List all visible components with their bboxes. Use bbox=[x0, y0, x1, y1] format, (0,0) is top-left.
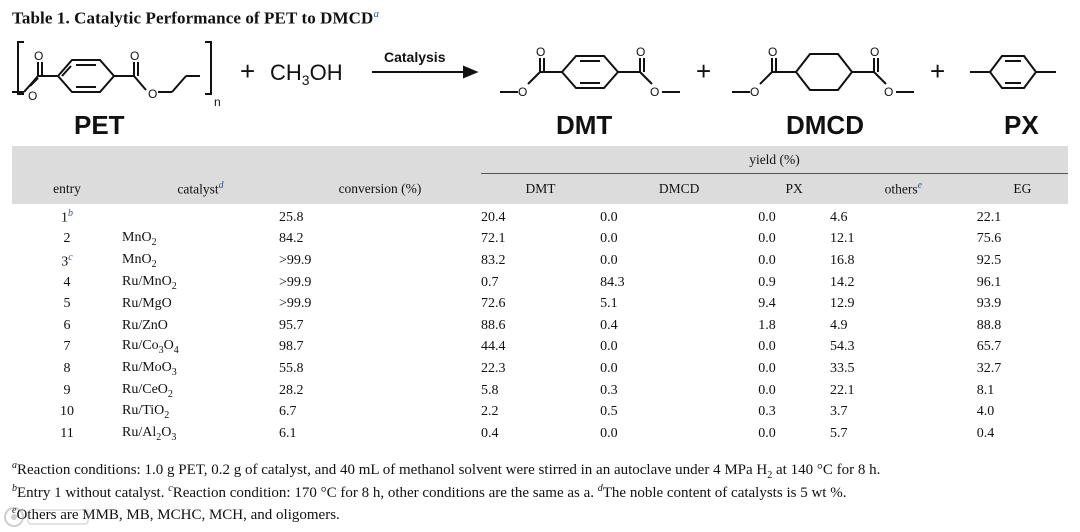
footnote-a: $^a$Reaction conditions: 1.0 g PET, 0.2 g of catalyst, and 40 mL of methanol solvent were stirred in an autoclave under 4 MPa $H_2$ at 140 °C for 8 h. bbox=[12, 460, 881, 481]
cell-conversion: 25.8 bbox=[279, 209, 304, 225]
reaction-arrow bbox=[372, 67, 476, 77]
cell-dmcd: 0.0 bbox=[600, 339, 618, 355]
header-dmt: DMT bbox=[481, 174, 600, 205]
cell-px: 0.0 bbox=[758, 209, 776, 225]
reaction-scheme bbox=[0, 32, 1080, 144]
cell-dmt: 20.4 bbox=[481, 209, 506, 225]
cell-others: 12.9 bbox=[829, 296, 855, 312]
pet-o1-label: O bbox=[34, 49, 44, 63]
cell-dmcd: 0.5 bbox=[600, 404, 618, 420]
pet-left-bracket bbox=[18, 42, 24, 94]
table-body bbox=[12, 204, 1068, 445]
cell-eg: 93.9 bbox=[976, 296, 1002, 312]
entry-footnote-mark[interactable]: b bbox=[68, 208, 73, 220]
table-title-footnote-mark: a bbox=[373, 8, 380, 20]
table-row bbox=[12, 358, 1068, 380]
cell-catalyst: Ru/ZnO bbox=[122, 317, 168, 333]
cell-conversion: 28.2 bbox=[279, 382, 304, 398]
cell-dmcd: 0.0 bbox=[600, 252, 618, 268]
cell-conversion: >99.9 bbox=[279, 296, 312, 312]
pet-right-bracket bbox=[205, 42, 211, 94]
table-row bbox=[12, 315, 1068, 337]
cell-others: 5.7 bbox=[829, 425, 848, 441]
cell-others: 54.3 bbox=[829, 339, 855, 355]
cell-dmt: 72.1 bbox=[481, 231, 506, 247]
cell-px: 0.0 bbox=[758, 339, 776, 355]
cell-entry: 8 bbox=[63, 360, 71, 376]
cell-catalyst: Ru/TiO$_2$ bbox=[122, 403, 170, 422]
cell-catalyst: Ru/MgO bbox=[122, 296, 172, 312]
table-row bbox=[12, 380, 1068, 402]
cell-eg: 92.5 bbox=[976, 252, 1002, 268]
header-entry: entry bbox=[12, 174, 122, 205]
footnote-d-mark: d bbox=[597, 483, 603, 494]
header-px: PX bbox=[758, 174, 830, 205]
cell-dmcd: 0.0 bbox=[600, 231, 618, 247]
cell-dmt: 44.4 bbox=[481, 339, 506, 355]
plus-sign-2: + bbox=[696, 56, 712, 86]
table-row bbox=[12, 229, 1068, 251]
cell-px: 0.0 bbox=[758, 382, 776, 398]
plus-sign-1: + bbox=[240, 56, 256, 86]
px-structure bbox=[970, 56, 1056, 88]
cell-dmcd: 5.1 bbox=[600, 296, 618, 312]
cell-catalyst: MnO$_2$ bbox=[122, 230, 157, 249]
header-dmcd: DMCD bbox=[600, 174, 758, 205]
cell-eg: 32.7 bbox=[976, 360, 1002, 376]
pet-label: PET bbox=[74, 110, 125, 140]
footnote-d-text: The noble content of catalysts is 5 wt %. bbox=[602, 485, 847, 501]
cell-others: 14.2 bbox=[829, 274, 855, 290]
cell-others: 12.1 bbox=[829, 231, 855, 247]
entry-footnote-mark[interactable]: c bbox=[68, 251, 73, 263]
cell-others: 22.1 bbox=[829, 382, 855, 398]
cell-conversion: >99.9 bbox=[279, 274, 312, 290]
cell-conversion: 55.8 bbox=[279, 360, 304, 376]
header-catalyst: catalyst$^d$ bbox=[122, 174, 279, 205]
footnote-c-mark: c bbox=[168, 483, 173, 494]
cell-dmt: 0.4 bbox=[481, 425, 499, 441]
cell-dmcd: 0.4 bbox=[600, 317, 618, 333]
watermark-logo bbox=[2, 504, 94, 530]
cell-entry: 7 bbox=[63, 339, 71, 355]
header-conversion: conversion (%) bbox=[279, 174, 481, 205]
cell-eg: 65.7 bbox=[976, 339, 1002, 355]
cell-others: 33.5 bbox=[829, 360, 855, 376]
table-row bbox=[12, 401, 1068, 423]
dmt-o3-label: O bbox=[636, 45, 646, 59]
cell-px: 0.3 bbox=[758, 404, 776, 420]
cell-conversion: 84.2 bbox=[279, 231, 304, 247]
cell-entry: 6 bbox=[63, 317, 71, 333]
header-catalyst-footnote-mark[interactable]: d bbox=[218, 180, 224, 191]
cell-eg: 75.6 bbox=[976, 231, 1002, 247]
arrow-label: Catalysis bbox=[384, 49, 446, 65]
plus-sign-3: + bbox=[930, 56, 946, 86]
px-label: PX bbox=[1004, 110, 1039, 140]
pet-o4-label: O bbox=[148, 87, 158, 101]
footnote-b-mark: b bbox=[12, 483, 17, 494]
table-row bbox=[12, 204, 1068, 229]
cell-others: 16.8 bbox=[829, 252, 855, 268]
cell-px: 1.8 bbox=[758, 317, 776, 333]
performance-table bbox=[12, 146, 1068, 445]
cell-eg: 4.0 bbox=[976, 404, 995, 420]
cell-catalyst: $Ru/Al_2O_3$ bbox=[122, 424, 177, 443]
cell-conversion: 6.1 bbox=[279, 425, 297, 441]
cell-eg: 22.1 bbox=[976, 209, 1002, 225]
cell-others: 4.9 bbox=[829, 317, 848, 333]
cell-eg: 8.1 bbox=[976, 382, 995, 398]
dmcd-o2-label: O bbox=[750, 85, 760, 99]
cell-dmt: 22.3 bbox=[481, 360, 506, 376]
cell-eg: 88.8 bbox=[976, 317, 1002, 333]
footnote-e-text: Others are MMB, MB, MCHC, MCH, and oligomers. bbox=[16, 507, 340, 523]
footnote-e-mark: e bbox=[12, 505, 17, 516]
cell-conversion: >99.9 bbox=[279, 252, 312, 268]
cell-px: 9.4 bbox=[758, 296, 776, 312]
cell-entry: 5 bbox=[63, 296, 71, 312]
cell-entry: 3$^c$ bbox=[61, 251, 73, 270]
pet-n-label: n bbox=[214, 95, 221, 109]
cell-entry: 4 bbox=[63, 274, 71, 290]
yield-group-header: yield (%) bbox=[481, 146, 1068, 174]
cell-catalyst: Ru/CeO$_2$ bbox=[122, 381, 173, 400]
cell-entry: 11 bbox=[60, 425, 74, 441]
header-others-footnote-mark[interactable]: e bbox=[917, 180, 923, 192]
cell-others: 3.7 bbox=[829, 404, 848, 420]
table-row bbox=[12, 272, 1068, 294]
table-row bbox=[12, 337, 1068, 359]
cell-dmcd: 0.0 bbox=[600, 209, 618, 225]
cell-entry: 2 bbox=[63, 231, 71, 247]
cell-dmcd: 0.0 bbox=[600, 425, 618, 441]
table-row bbox=[12, 423, 1068, 445]
cell-eg: 0.4 bbox=[976, 425, 995, 441]
cell-dmt: 88.6 bbox=[481, 317, 506, 333]
cell-conversion: 95.7 bbox=[279, 317, 304, 333]
dmcd-o3-label: O bbox=[870, 45, 880, 59]
table-title bbox=[12, 8, 379, 29]
cell-dmt: 83.2 bbox=[481, 252, 506, 268]
methanol-label: $CH_3OH$ bbox=[270, 60, 343, 88]
footnote-a-mark: a bbox=[12, 460, 17, 471]
cell-dmt: 0.7 bbox=[481, 274, 499, 290]
header-eg: EG bbox=[977, 174, 1068, 205]
cell-catalyst: Ru/MoO$_3$ bbox=[122, 360, 177, 378]
cell-conversion: 6.7 bbox=[279, 404, 297, 420]
cell-dmcd: 84.3 bbox=[600, 274, 625, 290]
cell-px: 0.0 bbox=[758, 252, 776, 268]
cell-px: 0.0 bbox=[758, 231, 776, 247]
cell-dmt: 5.8 bbox=[481, 382, 499, 398]
cell-px: 0.9 bbox=[758, 274, 776, 290]
dmcd-label: DMCD bbox=[786, 110, 864, 140]
header-others: others$^e$ bbox=[830, 174, 977, 205]
dmt-label: DMT bbox=[556, 110, 613, 140]
cell-px: 0.0 bbox=[758, 425, 776, 441]
cell-eg: 96.1 bbox=[976, 274, 1002, 290]
dmt-o1-label: O bbox=[536, 45, 546, 59]
cell-catalyst: MnO$_2$ bbox=[122, 252, 157, 270]
table-row bbox=[12, 250, 1068, 272]
cell-catalyst bbox=[122, 204, 279, 229]
cell-others: 4.6 bbox=[829, 209, 848, 225]
cell-catalyst: Ru/MnO$_2$ bbox=[122, 273, 177, 292]
table-row bbox=[12, 293, 1068, 315]
cell-dmt: 2.2 bbox=[481, 404, 499, 420]
footnote-b-text: Entry 1 without catalyst. bbox=[17, 485, 169, 501]
cell-px: 0.0 bbox=[758, 360, 776, 376]
dmt-o2-label: O bbox=[518, 85, 528, 99]
table-title-text: Table 1. Catalytic Performance of PET to DMCD bbox=[12, 8, 374, 28]
dmcd-o4-label: O bbox=[884, 85, 894, 99]
cell-conversion: 98.7 bbox=[279, 339, 304, 355]
cell-catalyst: $Ru/Co_3O_4$ bbox=[122, 338, 179, 357]
pet-o3-label: O bbox=[130, 49, 140, 63]
cell-dmcd: 0.0 bbox=[600, 360, 618, 376]
dmcd-o1-label: O bbox=[768, 45, 778, 59]
cell-entry: 10 bbox=[60, 404, 74, 420]
footnote-c-text: Reaction condition: 170 °C for 8 h, other conditions are the same as a. bbox=[172, 485, 598, 501]
pet-o2-label: O bbox=[28, 89, 38, 103]
cell-entry: 9 bbox=[63, 382, 71, 398]
cell-dmt: 72.6 bbox=[481, 296, 506, 312]
footnote-bcd bbox=[12, 483, 846, 502]
dmt-o4-label: O bbox=[650, 85, 660, 99]
cell-dmcd: 0.3 bbox=[600, 382, 618, 398]
cell-entry: 1$^b$ bbox=[61, 208, 73, 227]
